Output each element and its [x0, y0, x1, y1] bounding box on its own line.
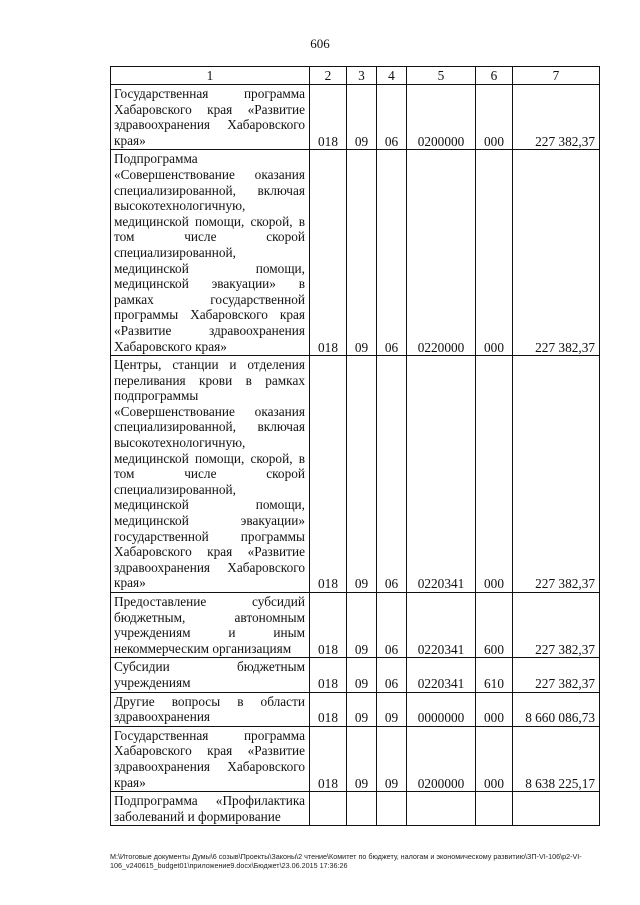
table-row — [111, 85, 600, 150]
header-col-6: 6 — [476, 67, 513, 85]
cell-subsection — [377, 792, 407, 826]
cell-subsection: 06 — [377, 356, 407, 593]
cell-expense-type: 000 — [476, 356, 513, 593]
row-name: Государственная программа Хабаровского края «Развитие здравоохранения Хабаровского края» — [111, 85, 310, 150]
cell-section: 09 — [347, 726, 377, 791]
cell-subsection: 09 — [377, 726, 407, 791]
cell-section: 09 — [347, 692, 377, 726]
cell-ministry: 018 — [310, 356, 347, 593]
table-row — [111, 593, 600, 658]
cell-subsection: 06 — [377, 85, 407, 150]
row-name: Субсидии бюджетным учреждениям — [111, 658, 310, 692]
table-row — [111, 356, 600, 593]
cell-ministry: 018 — [310, 85, 347, 150]
row-name: Подпрограмма «Совершенствование оказания специализированной, включая высокотехнологичную, медицинской помощи, скорой, в том числе скорой специализированной, медицинской помощи, медицинской эвакуации» в рамках государственной программы Хабаровского края «Развитие здравоохранения Хабаровского края» — [111, 150, 310, 356]
cell-target-item: 0220341 — [407, 658, 476, 692]
cell-amount: 227 382,37 — [513, 658, 600, 692]
cell-ministry — [310, 792, 347, 826]
cell-ministry: 018 — [310, 150, 347, 356]
cell-amount: 8 660 086,73 — [513, 692, 600, 726]
table-header-row — [111, 67, 600, 85]
row-name: Другие вопросы в области здравоохранения — [111, 692, 310, 726]
header-col-2: 2 — [310, 67, 347, 85]
cell-amount: 227 382,37 — [513, 85, 600, 150]
cell-section: 09 — [347, 356, 377, 593]
cell-expense-type: 600 — [476, 593, 513, 658]
cell-target-item: 0200000 — [407, 726, 476, 791]
cell-expense-type: 000 — [476, 85, 513, 150]
cell-amount: 227 382,37 — [513, 593, 600, 658]
row-name: Подпрограмма «Профилактика заболеваний и формирование — [111, 792, 310, 826]
table-row — [111, 658, 600, 692]
cell-target-item: 0200000 — [407, 85, 476, 150]
cell-ministry: 018 — [310, 593, 347, 658]
row-name: Центры, станции и отделения переливания крови в рамках подпрограммы «Совершенствование оказания специализированной, включая высокотехнологичную, медицинской помощи, скорой, в том числе скорой специализированной, медицинской помощи, медицинской эвакуации» государственной программы Хабаровского края «Развитие здравоохранения Хабаровского края» — [111, 356, 310, 593]
table-row — [111, 692, 600, 726]
file-path-footer: M:\Итоговые документы Думы\6 созыв\Проекты\Законы\2 чтение\Комитет по бюджету, налогам и экономическому развитию\ЗП-VI-106\p2-VI-106_v240615_budget01\приложение9.docx\Бюджет\23.06.2015 17:36:26 — [110, 852, 582, 870]
cell-subsection: 06 — [377, 593, 407, 658]
cell-amount: 227 382,37 — [513, 356, 600, 593]
table-row — [111, 792, 600, 826]
cell-expense-type: 000 — [476, 726, 513, 791]
cell-ministry: 018 — [310, 692, 347, 726]
cell-ministry: 018 — [310, 658, 347, 692]
cell-target-item — [407, 792, 476, 826]
header-col-5: 5 — [407, 67, 476, 85]
cell-section: 09 — [347, 593, 377, 658]
cell-section: 09 — [347, 85, 377, 150]
cell-section — [347, 792, 377, 826]
header-col-4: 4 — [377, 67, 407, 85]
cell-ministry: 018 — [310, 726, 347, 791]
cell-expense-type: 000 — [476, 692, 513, 726]
table-row — [111, 726, 600, 791]
header-col-7: 7 — [513, 67, 600, 85]
cell-target-item: 0220341 — [407, 593, 476, 658]
cell-expense-type: 000 — [476, 150, 513, 356]
cell-target-item: 0000000 — [407, 692, 476, 726]
cell-subsection: 06 — [377, 658, 407, 692]
cell-amount: 227 382,37 — [513, 150, 600, 356]
header-col-3: 3 — [347, 67, 377, 85]
cell-target-item: 0220341 — [407, 356, 476, 593]
cell-subsection: 09 — [377, 692, 407, 726]
cell-subsection: 06 — [377, 150, 407, 356]
page-number: 606 — [310, 36, 330, 51]
cell-amount: 8 638 225,17 — [513, 726, 600, 791]
header-col-1: 1 — [111, 67, 310, 85]
budget-table — [110, 66, 600, 826]
cell-expense-type — [476, 792, 513, 826]
cell-expense-type: 610 — [476, 658, 513, 692]
cell-target-item: 0220000 — [407, 150, 476, 356]
row-name: Предоставление субсидий бюджетным, автономным учреждениям и иным некоммерческим организациям — [111, 593, 310, 658]
row-name: Государственная программа Хабаровского края «Развитие здравоохранения Хабаровского края» — [111, 726, 310, 791]
cell-amount — [513, 792, 600, 826]
cell-section: 09 — [347, 150, 377, 356]
cell-section: 09 — [347, 658, 377, 692]
table-row — [111, 150, 600, 356]
